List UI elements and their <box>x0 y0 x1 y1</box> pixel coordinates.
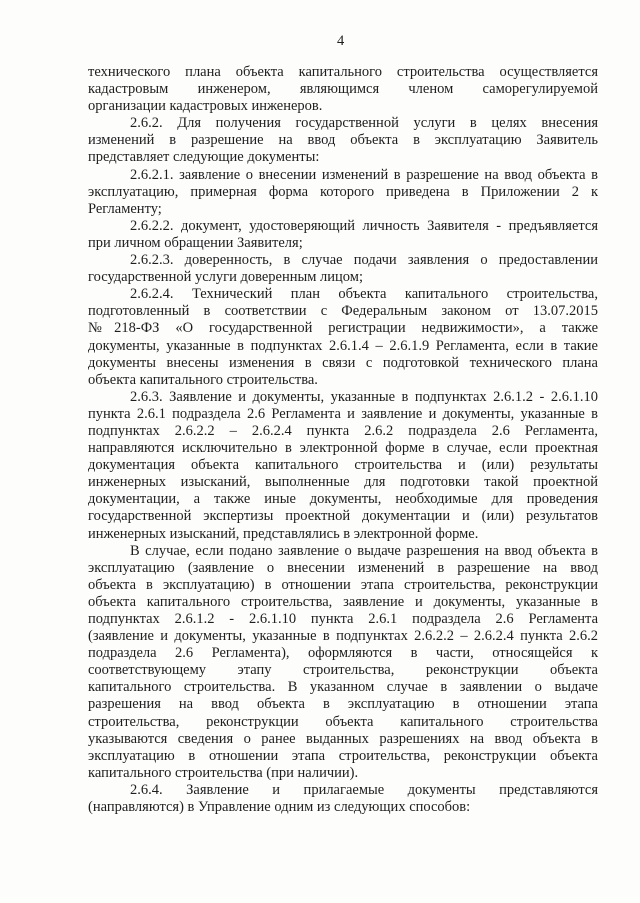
text-line: организации кадастровых инженеров. <box>88 98 323 115</box>
document-body <box>88 64 598 816</box>
text-line: (направляются) в Управление одним из следующих способов: <box>88 799 471 816</box>
text-line: №218-ФЗ «О государственной регистрации недвижимости», а также <box>88 320 598 337</box>
text-line: подпунктах 2.6.1.2 - 2.6.1.10 пункта 2.6.1 подраздела 2.6 Регламента <box>88 611 598 627</box>
text-line: пункта 2.6.1 подраздела 2.6 Регламента и заявление и документы, указанные в <box>88 405 598 422</box>
text-line: кадастровым инженером, являющимся членом саморегулируемой <box>88 81 598 98</box>
text-line: 2.6.2.2. документ, удостоверяющий личность Заявителя - предъявляется <box>130 217 598 234</box>
text-line: документы, указанные в подпунктах 2.6.1.4 – 2.6.1.9 Регламента, если в такие <box>88 337 598 354</box>
text-line: технического плана объекта капитального строительства осуществляется <box>88 64 598 80</box>
paragraph-2-6-2-1 <box>88 167 598 218</box>
text-line: 2.6.2.1. заявление о внесении изменений в разрешение на ввод объекта в <box>130 166 598 183</box>
text-line: представляет следующие документы: <box>88 149 320 166</box>
text-line: подпунктах 2.6.2.2 – 2.6.2.4 пункта 2.6.2 подраздела 2.6 Регламента, <box>88 422 598 439</box>
text-line: подраздела 2.6 Регламента), оформляются в части, относящейся к <box>88 645 598 662</box>
text-line: 2.6.3. Заявление и документы, указанные в подпунктах 2.6.1.2 - 2.6.1.10 <box>130 388 598 405</box>
paragraph-stage-applications <box>88 543 598 782</box>
text-line: государственной услуги доверенным лицом; <box>88 269 363 286</box>
paragraph-2-6-2-4 <box>88 286 598 389</box>
paragraph-2-6-4 <box>88 782 598 816</box>
text-line: эксплуатацию (заявление о внесении изменений в разрешение на ввод <box>88 559 598 576</box>
text-line: 2.6.4. Заявление и прилагаемые документы представляются <box>130 781 598 798</box>
text-line: 2.6.2.3. доверенность, в случае подачи заявления о предоставлении <box>130 252 598 269</box>
text-line: документации, а также иные документы, необходимые для проведения <box>88 491 598 508</box>
text-line: подготовленный в соответствии с Федеральным законом от 13.07.2015 <box>88 303 598 320</box>
text-line: изменений в разрешение на ввод объекта в эксплуатацию Заявитель <box>88 132 598 149</box>
text-line: В случае, если подано заявление о выдаче разрешения на ввод объекта в <box>130 542 598 559</box>
text-line: (заявление и документы, указанные в подпунктах 2.6.2.2 – 2.6.2.4 пункта 2.6.2 <box>88 628 598 645</box>
page-number: 4 <box>337 33 345 49</box>
text-line: Регламенту; <box>88 200 162 217</box>
text-line: разрешения на ввод объекта в эксплуатацию в отношении этапа <box>88 696 598 713</box>
text-line: инженерных изысканий, представлялись в электронной форме. <box>88 525 479 542</box>
text-line: государственной экспертизы проектной документации и (или) результатов <box>88 508 598 525</box>
paragraph-2-6-2 <box>88 115 598 166</box>
text-line: 2.6.2.4. Технический план объекта капитального строительства, <box>130 286 598 303</box>
text-line: капитального строительства. В указанном случае в заявлении о выдаче <box>88 679 598 696</box>
paragraph-2-6-2-3 <box>88 252 598 286</box>
text-line: строительства, реконструкции объекта капитального строительства <box>88 713 598 730</box>
text-line: объекта в эксплуатацию) в отношении этапа строительства, реконструкции <box>88 576 598 593</box>
text-line: эксплуатацию в отношении этапа строительства, реконструкции объекта <box>88 747 598 764</box>
text-line: документация объекта капитального строительства и (или) результаты <box>88 457 598 474</box>
paragraph-continuation <box>88 64 598 115</box>
text-line: капитального строительства (при наличии). <box>88 764 359 781</box>
paragraph-2-6-3 <box>88 389 598 543</box>
text-line: документы внесены изменения в связи с подготовкой технического плана <box>88 354 598 371</box>
paragraph-2-6-2-2 <box>88 218 598 252</box>
text-line: при личном обращении Заявителя; <box>88 234 303 251</box>
text-line: соответствующему этапу строительства, реконструкции объекта <box>88 662 598 679</box>
text-line: объекта капитального строительства, заявление и документы, указанные в <box>88 593 598 610</box>
text-line: инженерных изысканий, выполненные для подготовки такой проектной <box>88 474 598 491</box>
text-line: 2.6.2. Для получения государственной услуги в целях внесения <box>130 115 598 132</box>
text-line: объекта капитального строительства. <box>88 371 318 388</box>
text-line: направляются исключительно в электронной форме в случае, если проектная <box>88 440 598 457</box>
text-line: эксплуатацию, примерная форма которого приведена в Приложении 2 к <box>88 183 598 200</box>
text-line: указываются сведения о ранее выданных разрешениях на ввод объекта в <box>88 730 598 747</box>
